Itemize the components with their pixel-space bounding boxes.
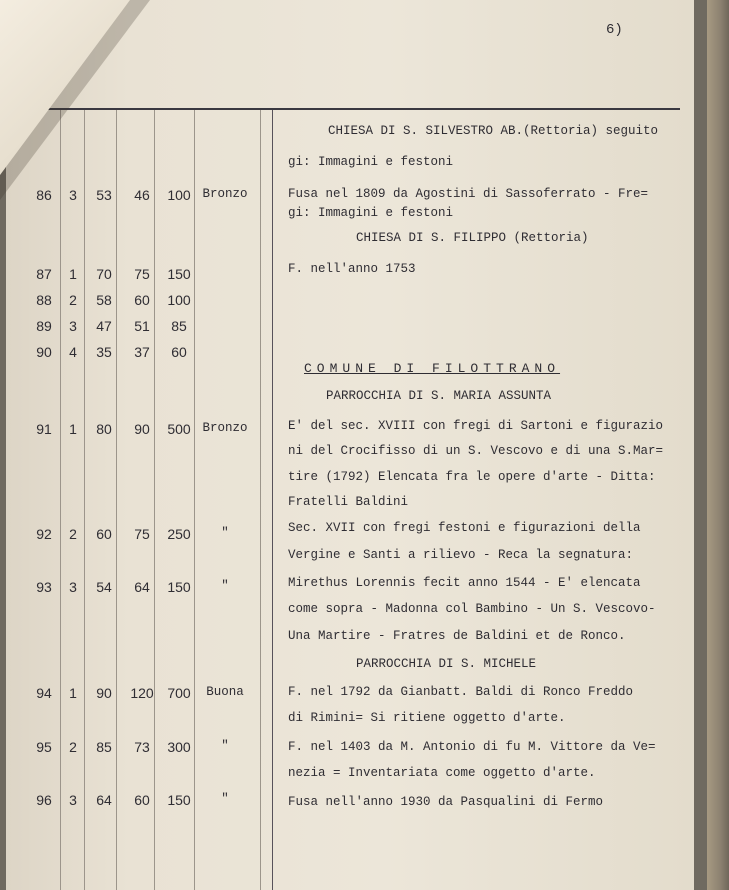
cell-number: 91 [36,421,52,437]
text-line: F. nell'anno 1753 [288,262,416,276]
cell-c: 75 [134,526,150,542]
cell-c: 64 [134,579,150,595]
text-line: di Rimini= Si ritiene oggetto d'arte. [288,711,566,725]
header-rule [42,108,680,110]
cell-c: 60 [134,292,150,308]
cell-d: 500 [167,421,191,437]
column-divider [84,110,85,890]
text-line: Sec. XVII con fregi festoni e figurazioni della [288,521,641,535]
cell-b: 90 [96,685,112,701]
column-divider [260,110,261,890]
cell-a: 2 [69,739,77,755]
cell-number: 87 [36,266,52,282]
page-number: 6) [606,22,623,38]
cell-number: 93 [36,579,52,595]
cell-d: 300 [167,739,191,755]
cell-number: 86 [36,187,52,203]
column-divider [272,110,273,890]
cell-material: " [221,526,229,540]
cell-number: 94 [36,685,52,701]
cell-a: 3 [69,792,77,808]
cell-a: 3 [69,318,77,334]
cell-c: 46 [134,187,150,203]
cell-b: 53 [96,187,112,203]
cell-d: 100 [167,292,191,308]
cell-d: 150 [167,792,191,808]
cell-material: Bronzo [202,421,248,435]
text-line: Mirethus Lorennis fecit anno 1544 - E' elencata [288,576,641,590]
cell-number: 90 [36,344,52,360]
cell-number: 88 [36,292,52,308]
cell-number: 96 [36,792,52,808]
cell-material: " [221,739,229,753]
cell-number: 92 [36,526,52,542]
cell-b: 54 [96,579,112,595]
section-heading: PARROCCHIA DI S. MARIA ASSUNTA [326,389,552,403]
column-divider [60,110,61,890]
cell-a: 2 [69,292,77,308]
column-divider [194,110,195,890]
text-line: gi: Immagini e festoni [288,155,454,169]
cell-a: 3 [69,579,77,595]
cell-b: 60 [96,526,112,542]
document-page [6,0,694,890]
cell-b: 35 [96,344,112,360]
cell-b: 47 [96,318,112,334]
text-line: E' del sec. XVIII con fregi di Sartoni e figurazio [288,419,664,433]
cell-d: 150 [167,266,191,282]
text-line: come sopra - Madonna col Bambino - Un S. Vescovo- [288,602,656,616]
section-heading: PARROCCHIA DI S. MICHELE [356,657,537,671]
cell-material: " [221,792,229,806]
text-line: Una Martire - Fratres de Baldini et de Ronco. [288,629,626,643]
cell-material: Bronzo [202,187,248,201]
text-line: gi: Immagini e festoni [288,206,454,220]
cell-c: 73 [134,739,150,755]
cell-c: 60 [134,792,150,808]
text-line: F. nel 1792 da Gianbatt. Baldi di Ronco Freddo [288,685,634,699]
cell-a: 1 [69,266,77,282]
cell-a: 1 [69,685,77,701]
cell-c: 51 [134,318,150,334]
cell-d: 85 [171,318,187,334]
text-line: F. nel 1403 da M. Antonio di fu M. Vittore da Ve= [288,740,656,754]
cell-d: 60 [171,344,187,360]
section-heading: CHIESA DI S. SILVESTRO AB.(Rettoria) seguito [328,124,659,138]
column-divider [154,110,155,890]
section-heading: CHIESA DI S. FILIPPO (Rettoria) [356,231,589,245]
comune-heading: COMUNE DI FILOTTRANO [304,361,561,376]
text-line: Vergine e Santi a rilievo - Reca la segnatura: [288,548,634,562]
text-line: nezia = Inventariata come oggetto d'arte. [288,766,596,780]
cell-a: 1 [69,421,77,437]
text-line: Fusa nell'anno 1930 da Pasqualini di Fermo [288,795,604,809]
cell-number: 89 [36,318,52,334]
cell-c: 120 [130,685,154,701]
cell-b: 70 [96,266,112,282]
cell-b: 58 [96,292,112,308]
cell-c: 37 [134,344,150,360]
cell-b: 64 [96,792,112,808]
cell-d: 100 [167,187,191,203]
column-divider [116,110,117,890]
cell-c: 90 [134,421,150,437]
cell-material: Buona [206,685,244,699]
cell-b: 85 [96,739,112,755]
text-line: tire (1792) Elencata fra le opere d'arte - Ditta: [288,470,656,484]
cell-d: 250 [167,526,191,542]
cell-d: 150 [167,579,191,595]
cell-number: 95 [36,739,52,755]
cell-b: 80 [96,421,112,437]
text-line: ni del Crocifisso di un S. Vescovo e di una S.Mar= [288,444,664,458]
cell-material: " [221,579,229,593]
cell-d: 700 [167,685,191,701]
text-line: Fusa nel 1809 da Agostini di Sassoferrato - Fre= [288,187,649,201]
cell-a: 3 [69,187,77,203]
cell-c: 75 [134,266,150,282]
text-line: Fratelli Baldini [288,495,409,509]
cell-a: 4 [69,344,77,360]
cell-a: 2 [69,526,77,542]
